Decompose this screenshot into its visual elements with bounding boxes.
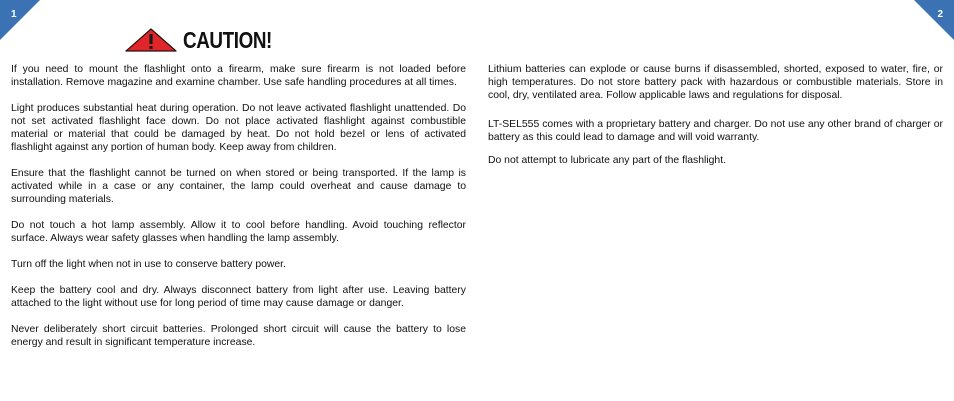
page-number-right: 2 [937,9,943,20]
caution-paragraph: Do not attempt to lubricate any part of the flashlight. [488,155,726,166]
caution-paragraph: If you need to mount the flashlight onto a firearm, make sure firearm is not loaded before installation. Remove magazine and examine chamber. Use safe handling procedures at all times. [11,64,466,88]
left-column [11,63,466,362]
warning-triangle-icon [125,28,177,52]
caution-paragraph: Never deliberately short circuit batteries. Prolonged short circuit will cause the battery to lose energy and result in significant temperature increase. [11,324,466,348]
caution-paragraph: Do not touch a hot lamp assembly. Allow it to cool before handling. Avoid touching reflector surface. Always wear safety glasses when handling the lamp assembly. [11,220,466,244]
caution-title: CAUTION! [183,27,272,53]
caution-paragraph: Lithium batteries can explode or cause burns if disassembled, shorted, exposed to water, fire, or high temperatures. Do not store battery pack with hazardous or combustible materials. Store in cool, dry, ventilated area. Follow applicable laws and regulations for disposal. [488,64,943,101]
page-number-left: 1 [11,9,17,20]
caution-paragraph: Turn off the light when not in use to conserve battery power. [11,259,286,270]
right-column [488,63,943,183]
caution-paragraph: LT-SEL555 comes with a proprietary battery and charger. Do not use any other brand of charger or battery as this could lead to damage and will void warranty. [488,119,943,143]
caution-paragraph: Keep the battery cool and dry. Always disconnect battery from light after use. Leaving battery attached to the light without use for long period of time may cause damage or danger. [11,285,466,309]
caution-header [125,27,291,53]
caution-paragraph: Ensure that the flashlight cannot be turned on when stored or being transported. If the lamp is activated while in a case or any container, the lamp could overheat and cause damage to surrounding materials. [11,168,466,205]
page-corner-left [0,0,40,40]
caution-paragraph: Light produces substantial heat during operation. Do not leave activated flashlight unattended. Do not set activated flashlight face down. Do not place activated flashlight against combustible material or material that could be damaged by heat. Do not hold bezel or lens of activated flashlight against any portion of human body. Keep away from children. [11,103,466,153]
page-corner-right [914,0,954,40]
